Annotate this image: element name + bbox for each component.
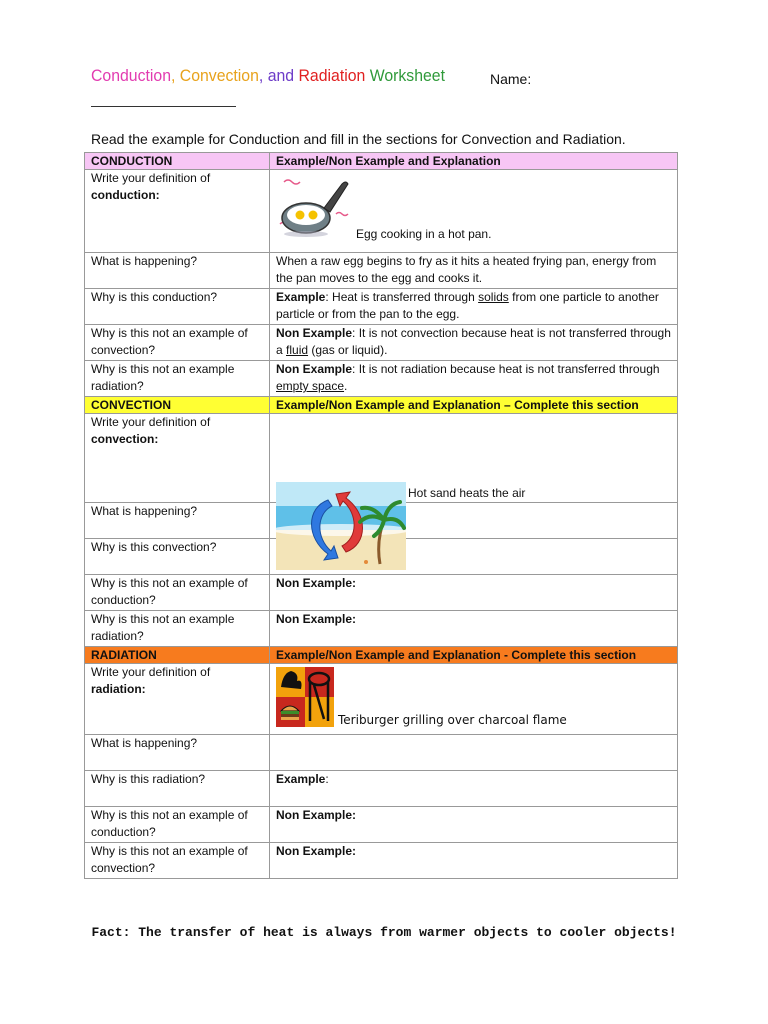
question-label: What is happening? [85,735,270,771]
example-label: Example [276,290,326,304]
definition-term: radiation: [91,682,146,696]
conduction-example-cell[interactable] [270,170,678,253]
question-label: Why is this not an example of convection? [85,325,270,361]
question-label: Why is this not an example radiation? [85,611,270,647]
worksheet-title [91,66,445,86]
name-label: Name: [490,71,532,87]
answer-text: : It is not convection because heat is not transferred through a [276,326,671,357]
convection-image-caption: Hot sand heats the air [408,486,526,500]
table-row [85,253,678,289]
grill-burger-icon [276,667,334,727]
definition-prompt: Write your definition of [91,665,211,679]
question-label: Why is this radiation? [85,771,270,807]
table-row [85,664,678,735]
table-row [85,611,678,647]
conduction-header-row [85,153,678,170]
instructions: Read the example for Conduction and fill in the sections for Convection and Radiation. [91,131,626,147]
radiation-why-answer[interactable] [270,771,678,807]
table-row [85,575,678,611]
answer-text: : Heat is transferred through [325,290,479,304]
convection-not-conduction-answer[interactable]: Non Example: [270,575,678,611]
convection-not-radiation-answer[interactable]: Non Example: [270,611,678,647]
title-convection: Convection [179,66,259,85]
conduction-why-answer [270,289,678,325]
convection-arrows-beach-icon [276,482,406,570]
question-label: What is happening? [85,253,270,289]
frying-pan-egg-icon [276,174,350,240]
conduction-not-convection-answer [270,325,678,361]
answer-text: . [344,379,348,393]
non-example-label: Non Example [276,326,353,340]
definition-term: convection: [91,432,159,446]
question-label: Why is this not an example of convection? [85,843,270,879]
definition-prompt: Write your definition of [91,171,211,185]
answer-text: : [325,772,329,786]
radiation-header-right: Example/Non Example and Explanation - Complete this section [270,647,678,664]
answer-underlined: empty space [276,379,345,393]
title-and: and [267,66,295,85]
question-label: Why is this not an example of conduction? [85,807,270,843]
worksheet-table [84,152,678,879]
conduction-header-right: Example/Non Example and Explanation [270,153,678,170]
convection-definition-label [85,414,270,503]
radiation-what-happening-answer[interactable] [270,735,678,771]
convection-header-row [85,397,678,414]
answer-underlined: solids [478,290,509,304]
radiation-example-cell[interactable] [270,664,678,735]
table-row [85,325,678,361]
table-row [85,361,678,397]
title-worksheet: Worksheet [369,66,445,85]
example-label: Example [276,772,326,786]
table-row [85,414,678,503]
definition-term: conduction: [91,188,160,202]
non-example-label: Non Example [276,362,353,376]
conduction-header: CONDUCTION [85,153,270,170]
title-conduction: Conduction [91,66,171,85]
radiation-not-conduction-answer[interactable]: Non Example: [270,807,678,843]
convection-example-cell[interactable] [270,414,678,503]
table-row [85,771,678,807]
radiation-header-row [85,647,678,664]
definition-prompt: Write your definition of [91,415,211,429]
answer-text: from one particle to another particle or from the pan to the egg. [276,290,659,321]
radiation-definition-label [85,664,270,735]
answer-underlined: fluid [286,343,309,357]
fact-statement: Fact: The transfer of heat is always from warmer objects to cooler objects! [91,925,677,940]
title-radiation: Radiation [298,66,366,85]
conduction-not-radiation-answer [270,361,678,397]
radiation-image-caption: Teriburger grilling over charcoal flame [338,713,567,727]
question-label: Why is this not an example of conduction? [85,575,270,611]
question-label: What is happening? [85,503,270,539]
radiation-not-convection-answer[interactable]: Non Example: [270,843,678,879]
answer-text: (gas or liquid). [308,343,388,357]
conduction-what-happening-answer: When a raw egg begins to fry as it hits a heated frying pan, energy from the pan moves to the egg and cooks it. [270,253,678,289]
table-row [85,843,678,879]
answer-text: : It is not radiation because heat is not transferred through [352,362,660,376]
question-label: Why is this convection? [85,539,270,575]
table-row [85,170,678,253]
convection-header: CONVECTION [85,397,270,414]
table-row [85,735,678,771]
convection-header-right: Example/Non Example and Explanation – Complete this section [270,397,678,414]
conduction-image-caption: Egg cooking in a hot pan. [356,227,492,241]
title-comma-1: , [170,66,176,85]
question-label: Why is this not an example radiation? [85,361,270,397]
title-comma-2: , [258,66,264,85]
name-field[interactable] [91,94,236,107]
table-row [85,807,678,843]
radiation-header: RADIATION [85,647,270,664]
question-label: Why is this conduction? [85,289,270,325]
table-row [85,289,678,325]
conduction-definition-label [85,170,270,253]
